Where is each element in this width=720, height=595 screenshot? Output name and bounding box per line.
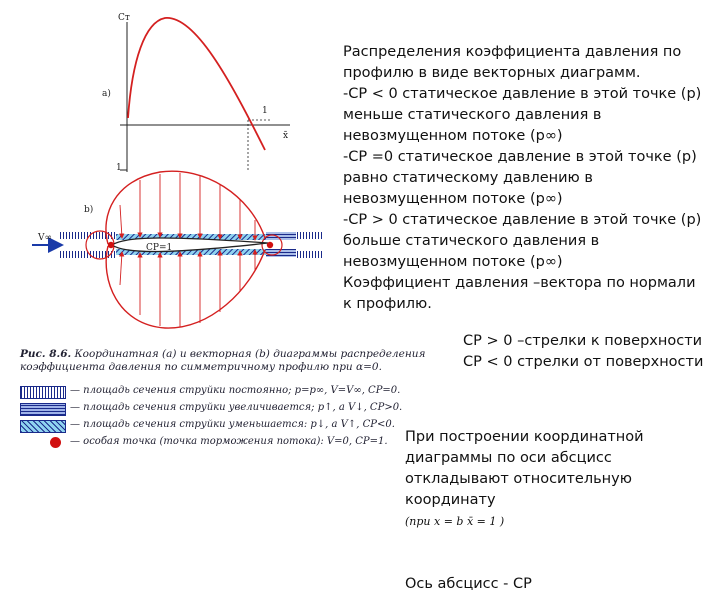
upper-envelope (106, 171, 265, 244)
label-xbar: x̄ (283, 131, 289, 141)
coordinate-diagram-a (102, 13, 290, 173)
legend (20, 384, 420, 452)
swatch-increasing (20, 403, 66, 416)
stagnation-point (108, 242, 114, 248)
legend-row-decreasing (20, 418, 420, 434)
main-description: Распределения коэффициента давления по профилю в виде векторных диаграмм. -CР < 0 статическое давление в этой точке (p) меньше статического давления в невозмущенном потоке (p∞) -CР =0 статическое давление в этой точке (p) равно статическому давлению в невозмущенном потоке (p∞) -CР > 0 статическое давление в этой точке (p) больше статического давления в невозмущенном потоке (p∞) Коэффициент давления –вектора по нормали к профилю. (343, 44, 702, 312)
legend-row-increasing (20, 401, 420, 417)
legend-label: — особая точка (точка торможения потока): V=0, CР=1. (70, 436, 388, 447)
lower-envelope (106, 246, 265, 328)
vinf-label: V∞ (38, 233, 52, 243)
coordinate-note (405, 406, 705, 595)
swatch-constant (20, 386, 66, 399)
figure-caption (20, 348, 440, 374)
cp1-label: CР=1 (146, 243, 173, 253)
caption-text: Координатная (a) и векторная (b) диаграммы распределения коэффициента давления по симметричному профилю при α=0. (20, 348, 426, 373)
swatch-stagnation-dot (50, 437, 61, 448)
figure-drawing (0, 0, 340, 345)
coordinate-note-axis: Ось абсцисс - CР (405, 576, 532, 592)
pressure-curve (128, 18, 265, 150)
swatch-decreasing (20, 420, 66, 433)
legend-label: — площадь сечения струйки увеличивается; p↑, a V↓, CР>0. (70, 402, 403, 413)
label-one-x: 1 (262, 106, 268, 116)
vector-diagram-b (32, 171, 324, 328)
arrow-rules: CР > 0 –стрелки к поверхности CР < 0 стрелки от поверхности (463, 333, 704, 370)
label-a: a) (102, 89, 111, 99)
legend-row-stagnation (20, 435, 420, 451)
legend-row-constant (20, 384, 420, 400)
coordinate-note-text: При построении координатной диаграммы по оси абсцисс откладывают относительную координату (405, 429, 644, 508)
label-b: b) (84, 205, 94, 215)
coordinate-formula: (при x = b x̄ = 1 ) (405, 515, 505, 528)
caption-label: Рис. 8.6. (20, 348, 72, 360)
ct-label: Cт (118, 13, 130, 23)
trailing-stagnation-point (267, 242, 273, 248)
pressure-distribution-figure (0, 0, 340, 345)
legend-label: — площадь сечения струйки уменьшается: p↓, a V↑, CР<0. (70, 419, 395, 430)
legend-label: — площадь сечения струйки постоянно; p=p∞, V=V∞, CР=0. (70, 385, 401, 396)
label-one-y: 1 (116, 163, 122, 173)
